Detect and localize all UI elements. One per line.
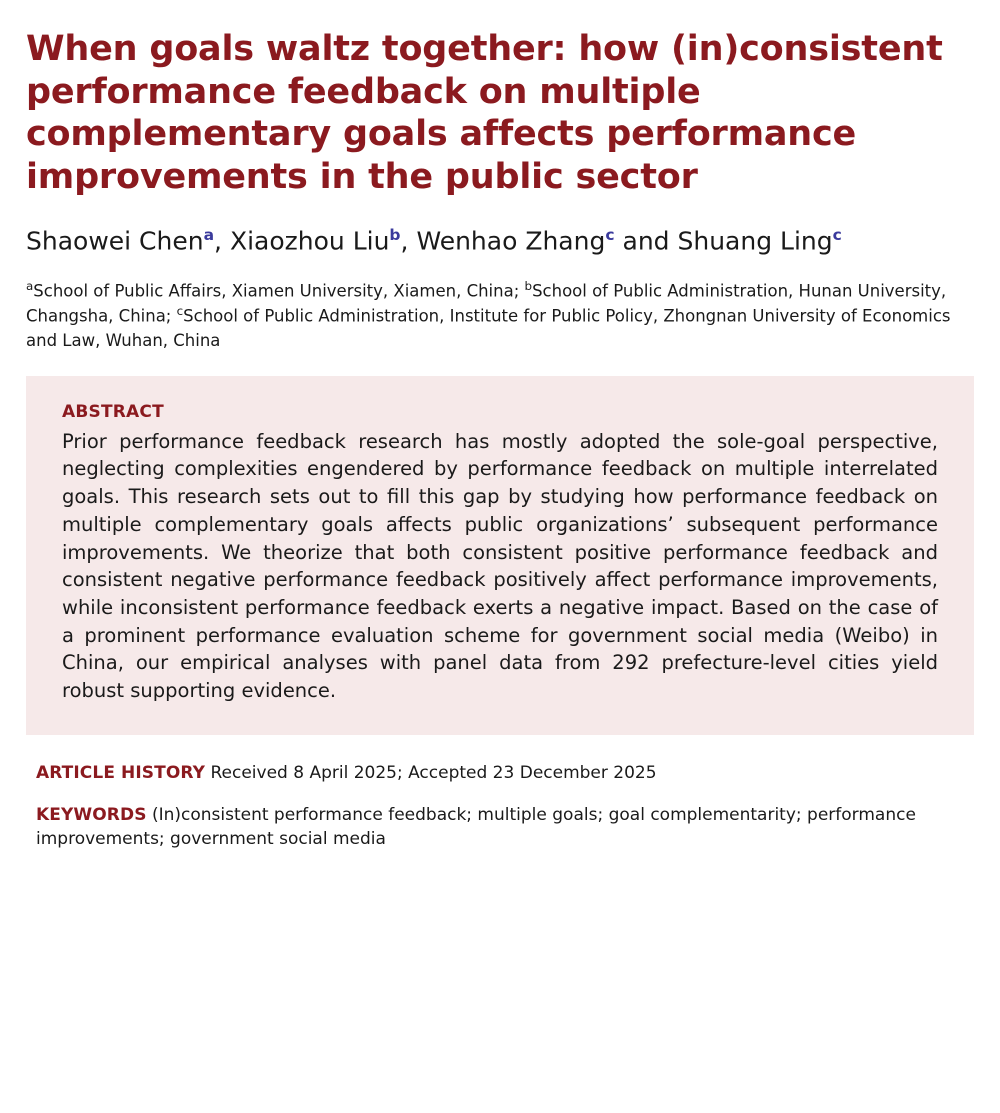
abstract-text: Prior performance feedback research has mostly adopted the sole-goal perspective, neglecting complexities engendered by performance feedback on multiple interrelated goals. This research sets out to fill this gap by studying how performance feedback on multiple complementary goals affects public organizations’ subsequent performance improvements. We theorize that both consistent positive performance feedback and consistent negative performance feedback positively affect performance improvements, while inconsistent performance feedback exerts a negative impact. Based on the case of a prominent performance evaluation scheme for government social media (Weibo) in China, our empirical analyses with panel data from 292 prefecture-level cities yield robust supporting evidence. [62, 429, 938, 702]
affiliation-text: School of Public Affairs, Xiamen University, Xiamen, China; [33, 281, 525, 301]
author-separator: , [214, 226, 230, 256]
article-history-label: ARTICLE HISTORY [36, 762, 206, 783]
author-affiliation-marker: c [605, 225, 615, 244]
author-name: Wenhao Zhang [416, 226, 606, 256]
keywords-row [36, 803, 974, 851]
keywords-value: (In)consistent performance feedback; multiple goals; goal complementarity; performance improvements; government social media [36, 804, 916, 849]
author-separator: , [400, 226, 417, 256]
article-history-value: Received 8 April 2025; Accepted 23 December 2025 [210, 762, 657, 783]
affiliation-marker: a [26, 278, 34, 293]
keywords-label: KEYWORDS [36, 804, 147, 825]
affiliation-text: School of Public Administration, Hunan University, Changsha, China; [26, 281, 947, 326]
article-history-row [36, 761, 974, 785]
affiliation-text: School of Public Administration, Institute for Public Policy, Zhongnan University of Economics and Law, Wuhan, China [26, 306, 951, 351]
author-affiliation-marker: c [832, 225, 842, 244]
affiliations [26, 278, 974, 354]
author-affiliation-marker: a [203, 225, 215, 244]
abstract-label: ABSTRACT [62, 401, 164, 422]
article-meta [26, 761, 974, 851]
affiliation-marker: c [176, 304, 184, 319]
abstract-section [26, 376, 974, 735]
author-name: Shuang Ling [677, 226, 833, 256]
author-name: Shaowei Chen [26, 226, 204, 256]
affiliation-marker: b [524, 278, 533, 293]
page-title: When goals waltz together: how (in)consistent performance feedback on multiple complementary goals affects performance improvements in the public sector [26, 29, 943, 198]
author-name: Xiaozhou Liu [229, 226, 390, 256]
author-list [26, 225, 974, 258]
author-separator: and [614, 226, 678, 256]
author-affiliation-marker: b [389, 225, 401, 244]
